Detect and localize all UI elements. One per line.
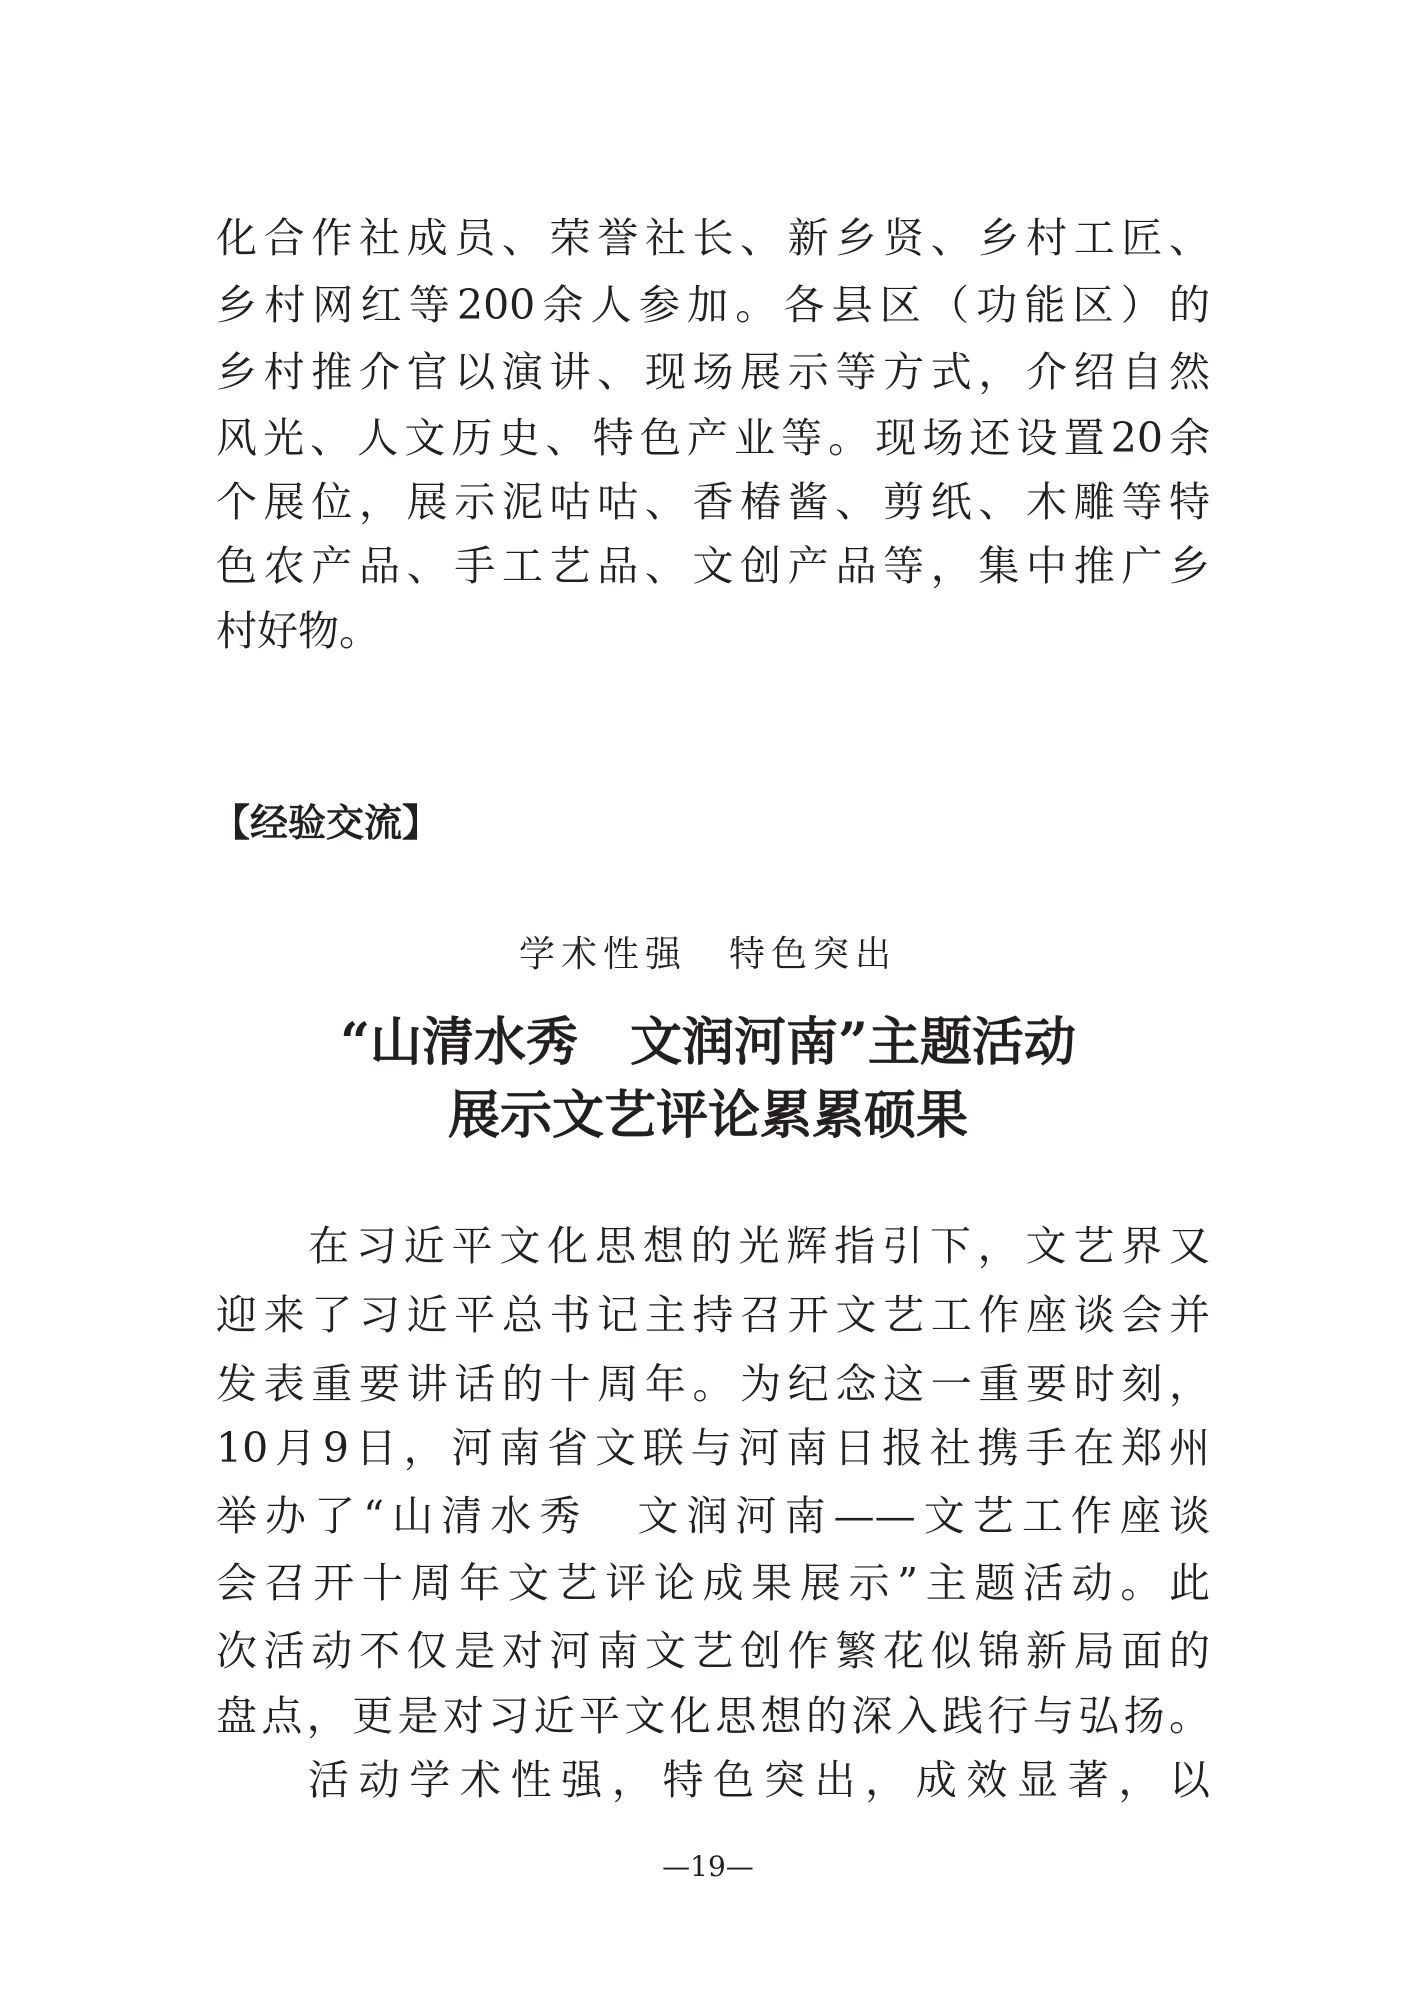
article-subtitle: 学术性强 特色突出 <box>518 934 897 975</box>
text-line: 盘点，更是对习近平文化思想的深入践行与弘扬。 <box>216 1692 1210 1740</box>
text-line: 村好物。 <box>216 607 380 655</box>
text-line: 活动学术性强，特色突出，成效显著，以 <box>308 1756 1210 1804</box>
text-line: 在习近平文化思想的光辉指引下，文艺界又 <box>308 1222 1210 1270</box>
text-line: 举办了“山清水秀 文润河南——文艺工作座谈 <box>216 1492 1210 1540</box>
text-line: 会召开十周年文艺评论成果展示”主题活动。此 <box>216 1559 1210 1607</box>
section-label: 【经验交流】 <box>212 801 441 845</box>
text-line: 乡村推介官以演讲、现场展示等方式，介绍自然 <box>216 348 1210 396</box>
page-number: —19— <box>662 1850 754 1883</box>
text-line: 个展位，展示泥咕咕、香椿酱、剪纸、木雕等特 <box>216 478 1210 526</box>
text-line: 迎来了习近平总书记主持召开文艺工作座谈会并 <box>216 1291 1210 1339</box>
text-line: 风光、人文历史、特色产业等。现场还设置20余 <box>216 414 1210 462</box>
text-line: 乡村网红等200余人参加。各县区（功能区）的 <box>216 281 1210 329</box>
text-line: 次活动不仅是对河南文艺创作繁花似锦新局面的 <box>216 1627 1210 1675</box>
text-line: 10月9日，河南省文联与河南日报社携手在郑州 <box>216 1424 1210 1472</box>
article-title-line-1: “山清水秀 文润河南”主题活动 <box>340 1012 1076 1073</box>
article-title-line-2: 展示文艺评论累累硕果 <box>447 1085 968 1146</box>
text-line: 化合作社成员、荣誉社长、新乡贤、乡村工匠、 <box>216 214 1210 262</box>
text-line: 发表重要讲话的十周年。为纪念这一重要时刻， <box>216 1360 1210 1408</box>
text-line: 色农产品、手工艺品、文创产品等，集中推广乡 <box>216 542 1210 590</box>
